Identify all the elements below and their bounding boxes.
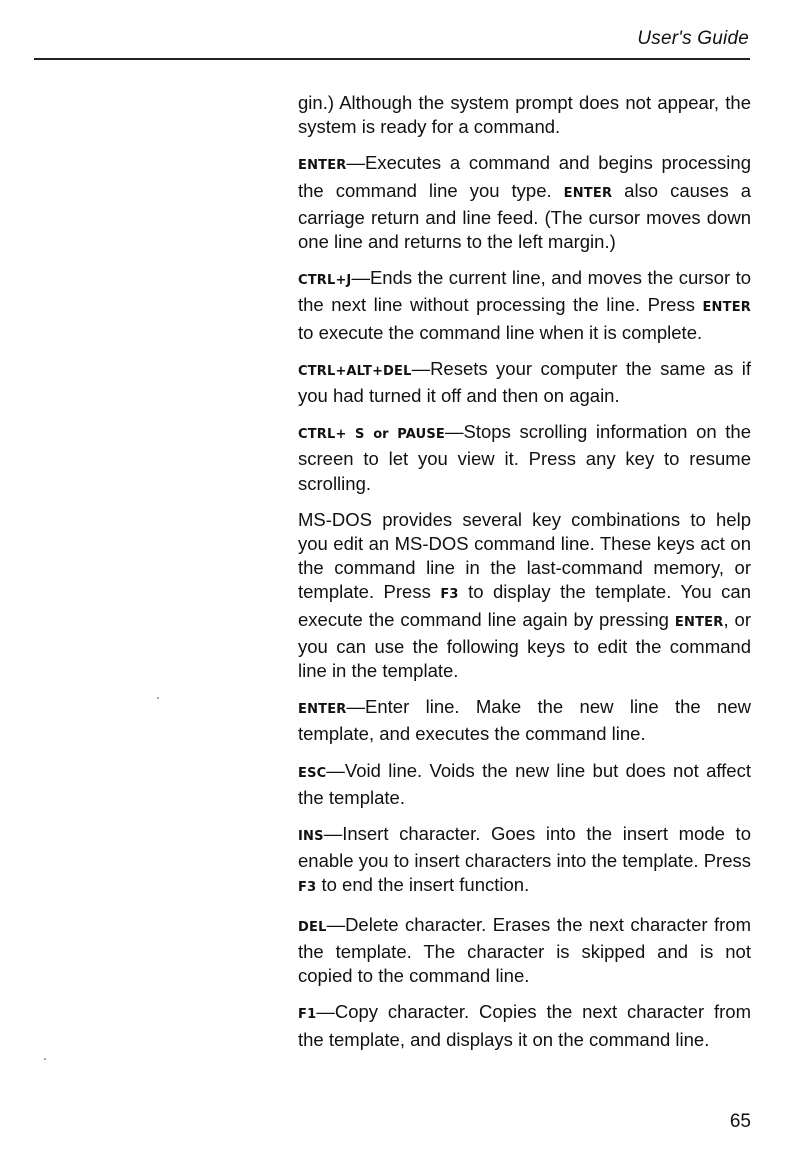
key-plus: + [335,273,347,289]
key-f3: F3 [298,880,317,896]
ins-text-after: to end the insert function. [316,874,530,896]
key-f1: F1 [298,1007,317,1023]
key-ctrl: CTRL [298,427,336,443]
running-header-title: User's Guide [637,28,749,49]
key-del: DEL [383,363,412,379]
enter-key-text-after: also causes a carriage return and line feed. (The cursor moves down one line and returns to the left margin.) [298,179,751,253]
key-enter: ENTER [298,702,347,718]
key-s: S [355,427,365,443]
enter-line-paragraph [298,695,751,746]
enter-key-paragraph [298,151,751,254]
ctrl-j-text-before: —Ends the current line, and moves the cursor to the next line without processing the line. Press [298,267,751,316]
intro-text: gin.) Although the system prompt does not appear, the system is ready for a command. [298,92,751,138]
key-enter-inline: ENTER [702,300,751,316]
ins-paragraph [298,822,751,901]
key-j: J [346,273,352,289]
msdos-text-1: MS-DOS provides several key combinations to help you edit an MS-DOS command line. These keys act on the command line in the last-command memory, or template. Press [298,508,751,603]
key-enter: ENTER [298,158,347,174]
ctrl-s-paragraph [298,420,751,496]
del-text: —Delete character. Erases the next character from the template. The character is skipped and is not copied to the command line. [298,913,751,987]
ctrl-j-paragraph [298,266,751,345]
msdos-text-3: , or you can use the following keys to edit the command line in the template. [298,608,751,682]
ctrl-s-text: —Stops scrolling information on the screen to let you view it. Press any key to resume scrolling. [298,421,751,494]
page-number: 65 [729,1111,751,1132]
esc-paragraph [298,759,751,810]
key-esc: ESC [298,765,327,781]
key-del: DEL [298,919,327,935]
header-rule [34,58,750,60]
f1-paragraph [298,1000,751,1051]
ctrl-alt-del-text: —Resets your computer the same as if you had turned it off and then on again. [298,357,751,407]
enter-line-text: —Enter line. Make the new line the new template, and executes the command line. [298,696,751,745]
ctrl-j-text-after: to execute the command line when it is complete. [298,321,703,343]
msdos-text-2: to display the template. You can execute the command line again by pressing [298,581,751,630]
scan-speck [157,697,159,699]
del-paragraph [298,913,751,989]
ctrl-alt-del-paragraph [298,357,751,408]
key-ins: INS [298,829,324,845]
key-plus: + [335,427,347,443]
intro-paragraph [298,91,751,139]
key-f3: F3 [440,587,459,603]
msdos-paragraph [298,508,751,683]
esc-text: —Void line. Voids the new line but does not affect the template. [298,759,751,808]
scan-speck [44,1058,46,1060]
key-plus: + [335,363,347,379]
key-or: or [373,427,389,443]
ins-text-before: —Insert character. Goes into the insert mode to enable you to insert characters into the template. Press [298,823,751,872]
key-enter-inline: ENTER [674,614,724,630]
key-pause: PAUSE [397,427,446,443]
key-alt: ALT [346,363,373,379]
key-enter-inline: ENTER [563,185,613,201]
enter-key-text-before: —Executes a command and begins processing the command line you type. [298,152,751,201]
key-ctrl: CTRL [298,363,336,379]
key-plus: + [372,363,383,379]
key-ctrl: CTRL [298,273,336,289]
page-content [298,91,751,1064]
f1-text: —Copy character. Copies the next character from the template, and displays it on the command line. [298,1001,751,1050]
